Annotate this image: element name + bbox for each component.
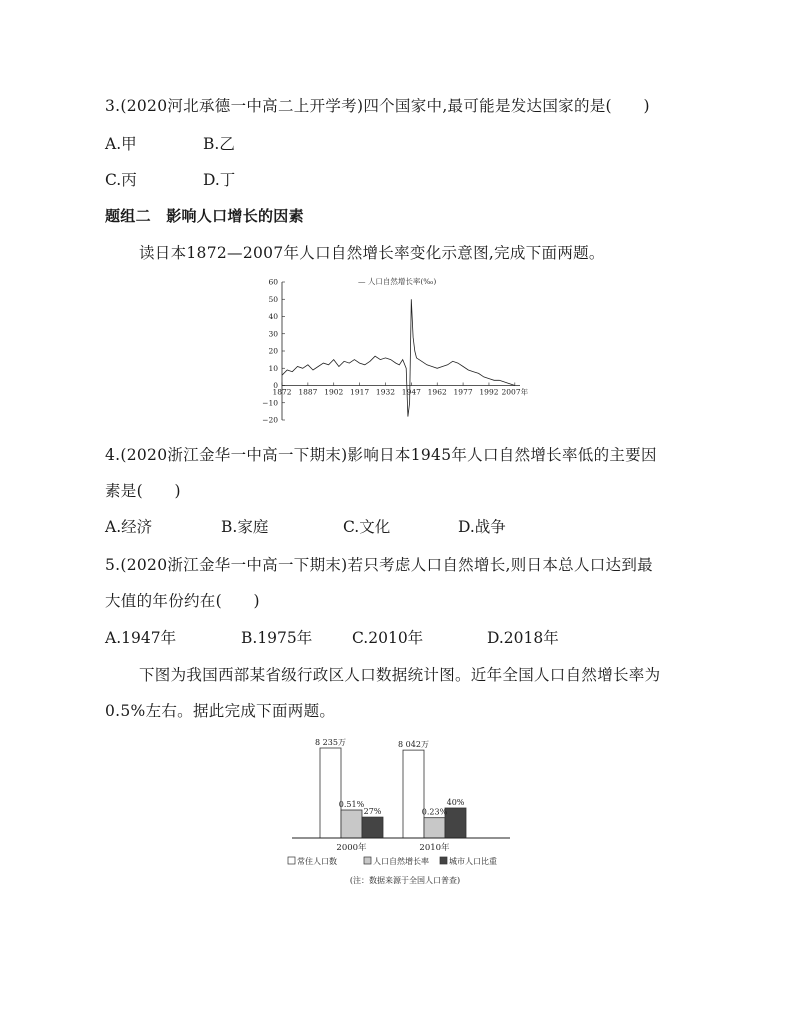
chart1-y-tick-label: 50 (268, 294, 278, 304)
chart1-x-tick-label: 1872 (272, 387, 292, 397)
intro-chart1: 读日本1872—2007年人口自然增长率变化示意图,完成下面两题。 (139, 244, 605, 262)
line-chart (258, 272, 538, 424)
q5-option-b[interactable]: B.1975年 (241, 629, 313, 647)
chart1-y-tick-label: 20 (268, 346, 278, 356)
q3-option-a[interactable]: A.甲 (105, 135, 137, 153)
group-title: 题组二 影响人口增长的因素 (105, 207, 304, 225)
intro-chart2-line1: 下图为我国西部某省级行政区人口数据统计图。近年全国人口自然增长率为 (139, 666, 661, 684)
q4-stem-line1: 4.(2020浙江金华一中高一下期末)影响日本1945年人口自然增长率低的主要因 (105, 446, 657, 464)
q5-option-a[interactable]: A.1947年 (105, 629, 177, 647)
q3-option-b[interactable]: B.乙 (203, 135, 235, 153)
q4-option-a[interactable]: A.经济 (105, 518, 153, 536)
q5-stem-line2: 大值的年份约在( ) (105, 592, 260, 610)
chart1-x-tick-label: 1962 (427, 387, 447, 397)
category-label: 2000年 (336, 843, 367, 853)
q4-stem-line2: 素是( ) (105, 482, 181, 500)
bar-value-label: 40% (446, 798, 465, 807)
chart1-y-tick-label: 10 (268, 363, 278, 373)
q4-option-d[interactable]: D.战争 (458, 518, 506, 536)
legend-label: 人口自然增长率 (373, 857, 429, 866)
chart1-y-tick-label: −20 (262, 415, 278, 424)
bar-3-1 (362, 817, 383, 838)
bar-value-label: 0.23% (421, 807, 448, 817)
q5-option-d[interactable]: D.2018年 (487, 629, 559, 647)
bar-value-label: 8 235万 (315, 738, 346, 747)
chart1-x-tick-label: 1947 (401, 387, 421, 397)
intro-chart2-line2: 0.5%左右。据此完成下面两题。 (105, 702, 336, 720)
legend-label: 常住人口数 (297, 857, 337, 866)
q3-option-c[interactable]: C.丙 (105, 171, 137, 189)
bar-value-label: 0.51% (338, 800, 365, 809)
q5-stem-line1: 5.(2020浙江金华一中高一下期末)若只考虑人口自然增长,则日本总人口达到最 (105, 556, 653, 574)
bar-2-2 (424, 818, 445, 838)
chart1-y-tick-label: −10 (262, 398, 278, 408)
legend-swatch (364, 857, 371, 864)
chart2-note: (注：数据来源于全国人口普查) (349, 876, 461, 885)
chart1-x-tick-label: 1917 (350, 387, 370, 397)
chart1-y-tick-label: 40 (268, 312, 278, 321)
chart1-x-tick-label: 1932 (375, 387, 396, 397)
chart1-y-tick-label: 30 (268, 329, 278, 339)
chart1-x-tick-label: 2007年 (501, 387, 529, 397)
chart1-x-tick-label: 1977 (453, 387, 473, 397)
legend-swatch (288, 857, 295, 864)
chart1-x-tick-label: 1902 (324, 387, 344, 397)
chart1-y-tick-label: 0 (273, 381, 278, 390)
chart1-x-tick-label: 1887 (298, 387, 318, 397)
bar-value-label: 27% (363, 807, 382, 817)
bar-1-1 (320, 748, 341, 838)
chart1-x-tick-label: 1992 (479, 387, 499, 397)
legend-swatch (440, 857, 447, 864)
q3-option-d[interactable]: D.丁 (203, 171, 236, 189)
chart1-series-line (282, 299, 515, 416)
q4-option-c[interactable]: C.文化 (343, 518, 391, 536)
q3-stem: 3.(2020河北承德一中高二上开学考)四个国家中,最可能是发达国家的是( ) (105, 97, 650, 115)
category-label: 2010年 (419, 843, 450, 853)
bar-2-1 (341, 810, 362, 838)
chart1-legend: — 人口自然增长率(‰) (358, 277, 437, 286)
legend-label: 城市人口比重 (449, 857, 497, 866)
q5-option-c[interactable]: C.2010年 (352, 629, 424, 647)
chart1-y-tick-label: 60 (268, 277, 278, 287)
bar-1-2 (403, 750, 424, 838)
bar-value-label: 8 042万 (398, 740, 429, 750)
q4-option-b[interactable]: B.家庭 (221, 518, 269, 536)
bar-3-2 (445, 808, 466, 838)
bar-chart (280, 733, 530, 893)
